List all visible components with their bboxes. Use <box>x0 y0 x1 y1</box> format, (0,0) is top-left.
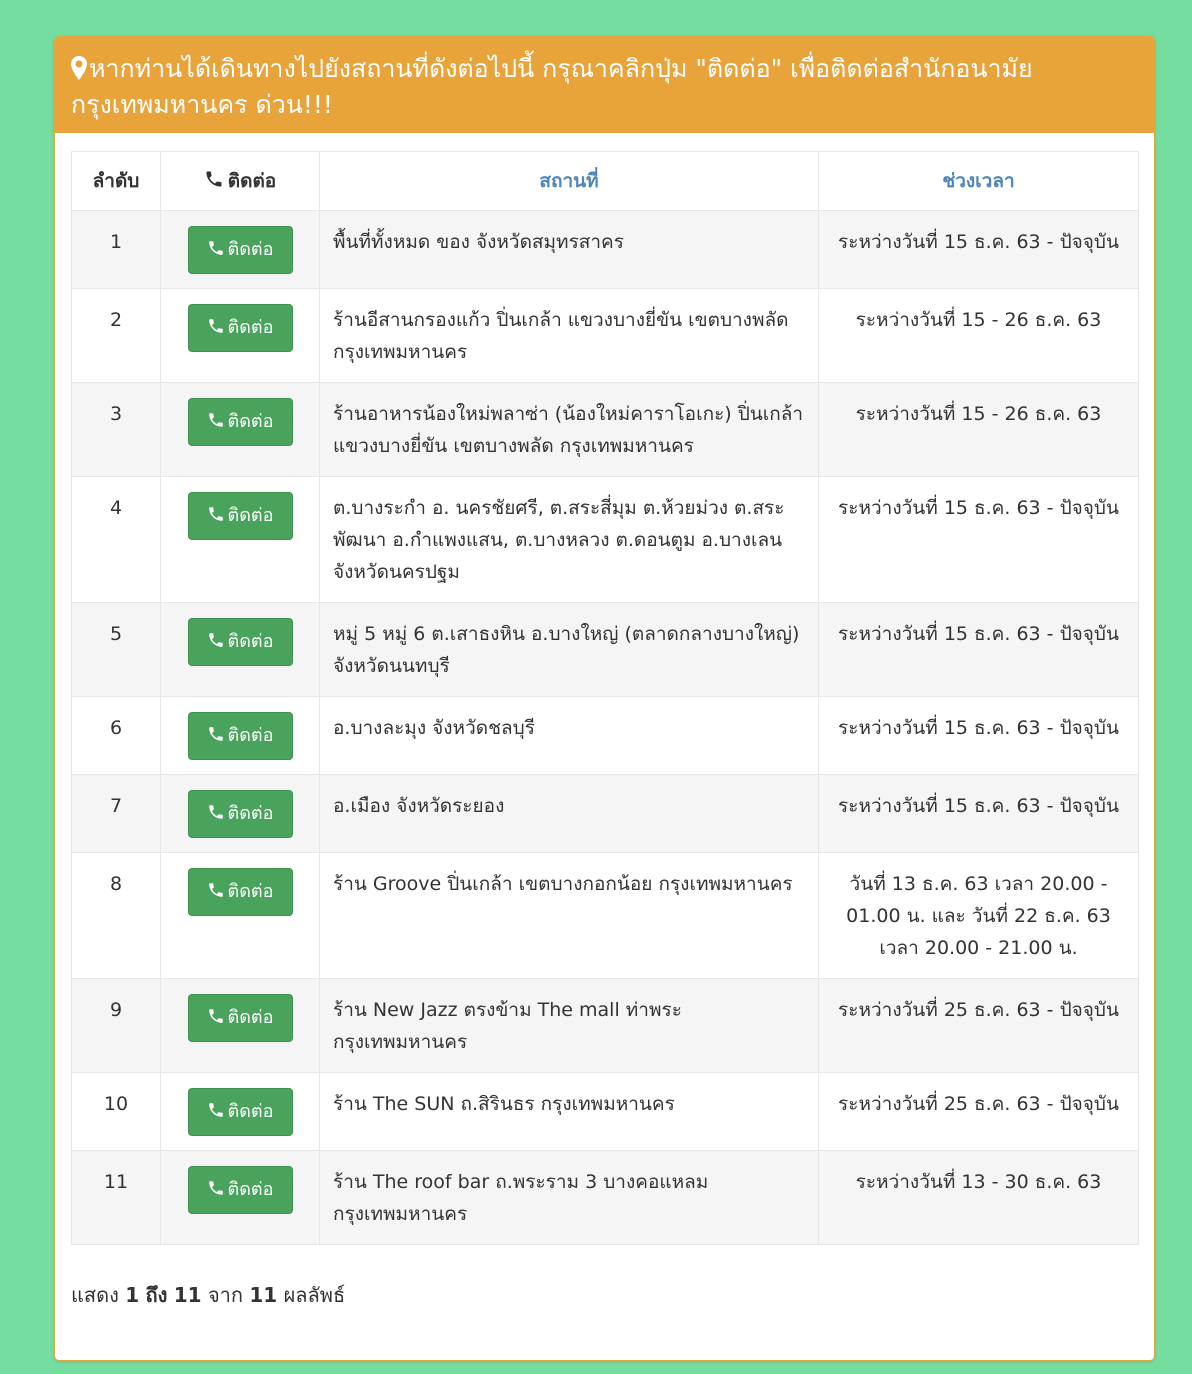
period-cell: ระหว่างวันที่ 15 ธ.ค. 63 - ปัจจุบัน <box>819 697 1139 775</box>
contact-panel <box>54 36 1155 1361</box>
row-number: 9 <box>72 979 161 1073</box>
row-number: 3 <box>72 383 161 477</box>
table-row <box>72 697 1139 775</box>
period-cell: ระหว่างวันที่ 25 ธ.ค. 63 - ปัจจุบัน <box>819 979 1139 1073</box>
pagination-prefix: แสดง <box>71 1283 119 1307</box>
contact-button-label: ติดต่อ <box>227 803 274 824</box>
contact-button[interactable] <box>188 492 293 540</box>
contact-button-label: ติดต่อ <box>227 317 274 338</box>
contact-button-label: ติดต่อ <box>227 239 274 260</box>
row-number: 5 <box>72 603 161 697</box>
table-row <box>72 603 1139 697</box>
place-cell: ร้าน The SUN ถ.สิรินธร กรุงเทพมหานคร <box>320 1073 819 1151</box>
header-order: ลำดับ <box>72 152 161 211</box>
row-number: 6 <box>72 697 161 775</box>
period-cell: ระหว่างวันที่ 15 - 26 ธ.ค. 63 <box>819 289 1139 383</box>
table-row <box>72 383 1139 477</box>
table-row <box>72 853 1139 979</box>
contact-cell <box>161 477 320 603</box>
contact-cell <box>161 1151 320 1245</box>
contact-button-label: ติดต่อ <box>227 1179 274 1200</box>
phone-icon <box>207 307 225 353</box>
place-cell: ร้าน Groove ปิ่นเกล้า เขตบางกอกน้อย กรุงเทพมหานคร <box>320 853 819 979</box>
contact-cell <box>161 1073 320 1151</box>
notice-text-line1: หากท่านได้เดินทางไปยังสถานที่ดังต่อไปนี้ กรุณาคลิกปุ่ม "ติดต่อ" เพื่อติดต่อสำนักอนามัย <box>89 54 1033 83</box>
pagination-info <box>71 1279 1138 1311</box>
phone-icon <box>207 1169 225 1215</box>
row-number: 8 <box>72 853 161 979</box>
notice-heading <box>55 37 1154 133</box>
period-cell: ระหว่างวันที่ 15 ธ.ค. 63 - ปัจจุบัน <box>819 775 1139 853</box>
contact-button[interactable] <box>188 994 293 1042</box>
phone-icon <box>207 1091 225 1137</box>
contact-button[interactable] <box>188 790 293 838</box>
pagination-to-word: ถึง <box>145 1283 168 1307</box>
contact-button-label: ติดต่อ <box>227 881 274 902</box>
contact-cell <box>161 775 320 853</box>
row-number: 4 <box>72 477 161 603</box>
table-row <box>72 289 1139 383</box>
period-cell: ระหว่างวันที่ 15 ธ.ค. 63 - ปัจจุบัน <box>819 211 1139 289</box>
row-number: 10 <box>72 1073 161 1151</box>
table-body <box>72 211 1139 1245</box>
phone-icon <box>207 715 225 761</box>
table-header-row <box>72 152 1139 211</box>
phone-icon <box>204 169 224 194</box>
pagination-suffix: ผลลัพธ์ <box>283 1283 346 1307</box>
period-cell: วันที่ 13 ธ.ค. 63 เวลา 20.00 - 01.00 น. และ วันที่ 22 ธ.ค. 63 เวลา 20.00 - 21.00 น. <box>819 853 1139 979</box>
place-cell: ร้าน New Jazz ตรงข้าม The mall ท่าพระ กรุงเทพมหานคร <box>320 979 819 1073</box>
locations-table <box>71 151 1139 1245</box>
phone-icon <box>207 229 225 275</box>
row-number: 1 <box>72 211 161 289</box>
table-row <box>72 211 1139 289</box>
contact-button-label: ติดต่อ <box>227 1007 274 1028</box>
contact-button[interactable] <box>188 1166 293 1214</box>
phone-icon <box>207 793 225 839</box>
table-row <box>72 1151 1139 1245</box>
period-cell: ระหว่างวันที่ 25 ธ.ค. 63 - ปัจจุบัน <box>819 1073 1139 1151</box>
contact-button[interactable] <box>188 868 293 916</box>
place-cell: อ.เมือง จังหวัดระยอง <box>320 775 819 853</box>
place-cell: ร้าน The roof bar ถ.พระราม 3 บางคอแหลม กรุงเทพมหานคร <box>320 1151 819 1245</box>
period-cell: ระหว่างวันที่ 15 - 26 ธ.ค. 63 <box>819 383 1139 477</box>
contact-cell <box>161 289 320 383</box>
contact-cell <box>161 853 320 979</box>
contact-cell <box>161 603 320 697</box>
contact-button-label: ติดต่อ <box>227 631 274 652</box>
header-place[interactable]: สถานที่ <box>320 152 819 211</box>
panel-body <box>55 133 1154 1311</box>
contact-button[interactable] <box>188 226 293 274</box>
contact-button-label: ติดต่อ <box>227 725 274 746</box>
place-cell: ร้านอาหารน้องใหม่พลาซ่า (น้องใหม่คาราโอเกะ) ปิ่นเกล้า แขวงบางยี่ขัน เขตบางพลัด กรุงเทพมหานคร <box>320 383 819 477</box>
phone-icon <box>207 401 225 447</box>
period-cell: ระหว่างวันที่ 15 ธ.ค. 63 - ปัจจุบัน <box>819 603 1139 697</box>
pagination-total: 11 <box>249 1283 278 1307</box>
place-cell: ต.บางระกำ อ. นครชัยศรี, ต.สระสี่มุม ต.ห้วยม่วง ต.สระพัฒนา อ.กำแพงแสน, ต.บางหลวง ต.ดอนตูม อ.บางเลน จังหวัดนครปฐม <box>320 477 819 603</box>
row-number: 2 <box>72 289 161 383</box>
pagination-of-word: จาก <box>207 1283 243 1307</box>
contact-cell <box>161 383 320 477</box>
contact-button[interactable] <box>188 1088 293 1136</box>
contact-button[interactable] <box>188 398 293 446</box>
phone-icon <box>207 495 225 541</box>
contact-button[interactable] <box>188 304 293 352</box>
period-cell: ระหว่างวันที่ 15 ธ.ค. 63 - ปัจจุบัน <box>819 477 1139 603</box>
header-period[interactable]: ช่วงเวลา <box>819 152 1139 211</box>
contact-cell <box>161 979 320 1073</box>
table-row <box>72 775 1139 853</box>
place-cell: หมู่ 5 หมู่ 6 ต.เสาธงหิน อ.บางใหญ่ (ตลาดกลางบางใหญ่) จังหวัดนนทบุรี <box>320 603 819 697</box>
header-contact <box>161 152 320 211</box>
header-contact-label: ติดต่อ <box>227 170 277 192</box>
place-cell: พื้นที่ทั้งหมด ของ จังหวัดสมุทรสาคร <box>320 211 819 289</box>
contact-cell <box>161 211 320 289</box>
contact-button-label: ติดต่อ <box>227 505 274 526</box>
notice-text-line2: กรุงเทพมหานคร ด่วน!!! <box>71 90 333 119</box>
table-row <box>72 477 1139 603</box>
contact-button[interactable] <box>188 712 293 760</box>
contact-button[interactable] <box>188 618 293 666</box>
phone-icon <box>207 997 225 1043</box>
place-cell: อ.บางละมุง จังหวัดชลบุรี <box>320 697 819 775</box>
row-number: 7 <box>72 775 161 853</box>
place-cell: ร้านอีสานกรองแก้ว ปิ่นเกล้า แขวงบางยี่ขัน เขตบางพลัด กรุงเทพมหานคร <box>320 289 819 383</box>
pagination-from: 1 <box>125 1283 140 1307</box>
table-row <box>72 1073 1139 1151</box>
contact-button-label: ติดต่อ <box>227 1101 274 1122</box>
pagination-to: 11 <box>173 1283 202 1307</box>
phone-icon <box>207 871 225 917</box>
row-number: 11 <box>72 1151 161 1245</box>
table-row <box>72 979 1139 1073</box>
map-marker-icon <box>71 55 87 88</box>
contact-cell <box>161 697 320 775</box>
phone-icon <box>207 621 225 667</box>
period-cell: ระหว่างวันที่ 13 - 30 ธ.ค. 63 <box>819 1151 1139 1245</box>
contact-button-label: ติดต่อ <box>227 411 274 432</box>
